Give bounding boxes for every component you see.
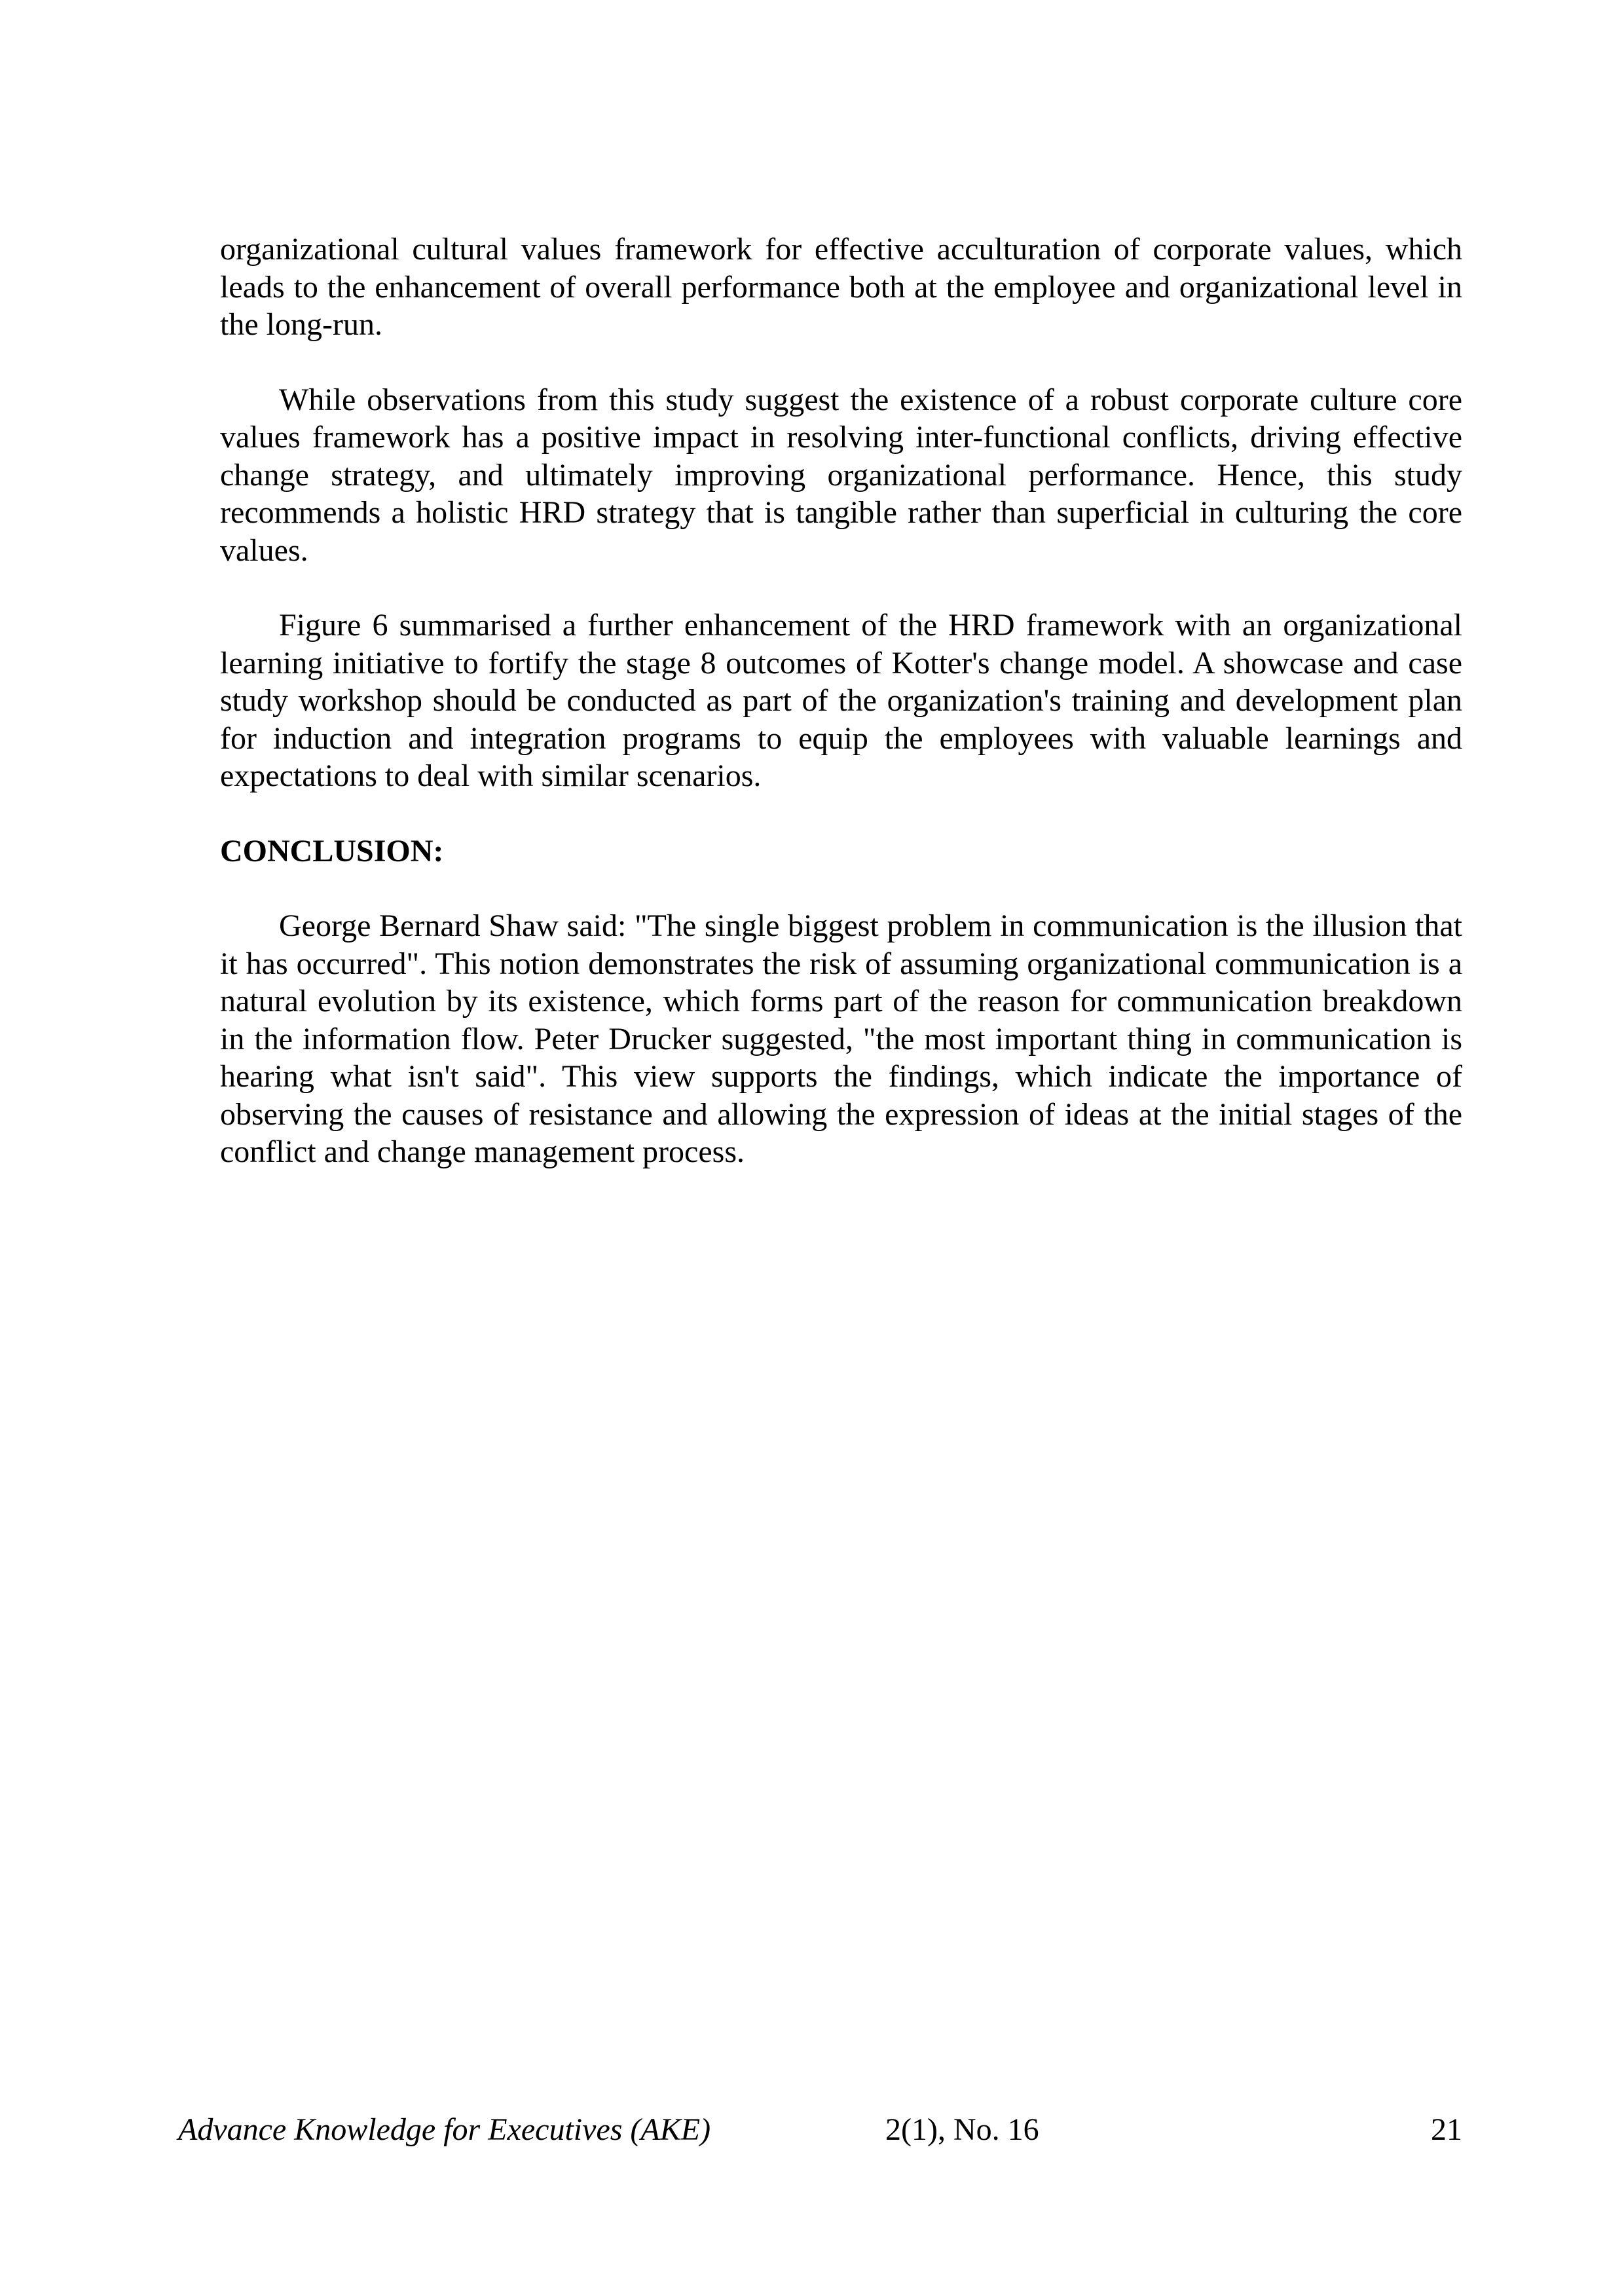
continued-paragraph: organizational cultural values framework for effective acculturation of corporate values, which leads to the enhancement of overall performance both at the employee and organizational level in the long-run.	[220, 232, 1462, 342]
footer-journal-name: Advance Knowledge for Executives (AKE)	[178, 2112, 711, 2147]
conclusion-heading: CONCLUSION:	[220, 833, 444, 868]
conclusion-paragraph: George Bernard Shaw said: "The single biggest problem in communication is the illusion that it has occurred". This notion demonstrates the risk of assuming organizational communication is a natural evolution by its existence, which forms part of the reason for communication breakdown in the information flow. Peter Drucker suggested, "the most important thing in communication is hearing what isn't said". This view supports the findings, which indicate the importance of observing the causes of resistance and allowing the expression of ideas at the initial stages of the conflict and change management process.	[220, 908, 1462, 1169]
observations-paragraph: While observations from this study suggest the existence of a robust corporate culture core values framework has a positive impact in resolving inter-functional conflicts, driving effective change strategy, and ultimately improving organizational performance. Hence, this study recommends a holistic HRD strategy that is tangible rather than superficial in culturing the core values.	[220, 382, 1462, 568]
footer-page-number: 21	[1431, 2112, 1462, 2147]
page-footer	[178, 2110, 1462, 2150]
page-body	[220, 231, 1462, 1171]
footer-issue-number: 2(1), No. 16	[885, 2112, 1039, 2147]
figure-6-paragraph: Figure 6 summarised a further enhancement of the HRD framework with an organizational learning initiative to fortify the stage 8 outcomes of Kotter's change model. A showcase and case study workshop should be conducted as part of the organization's training and development plan for induction and integration programs to equip the employees with valuable learnings and expectations to deal with similar scenarios.	[220, 608, 1462, 793]
